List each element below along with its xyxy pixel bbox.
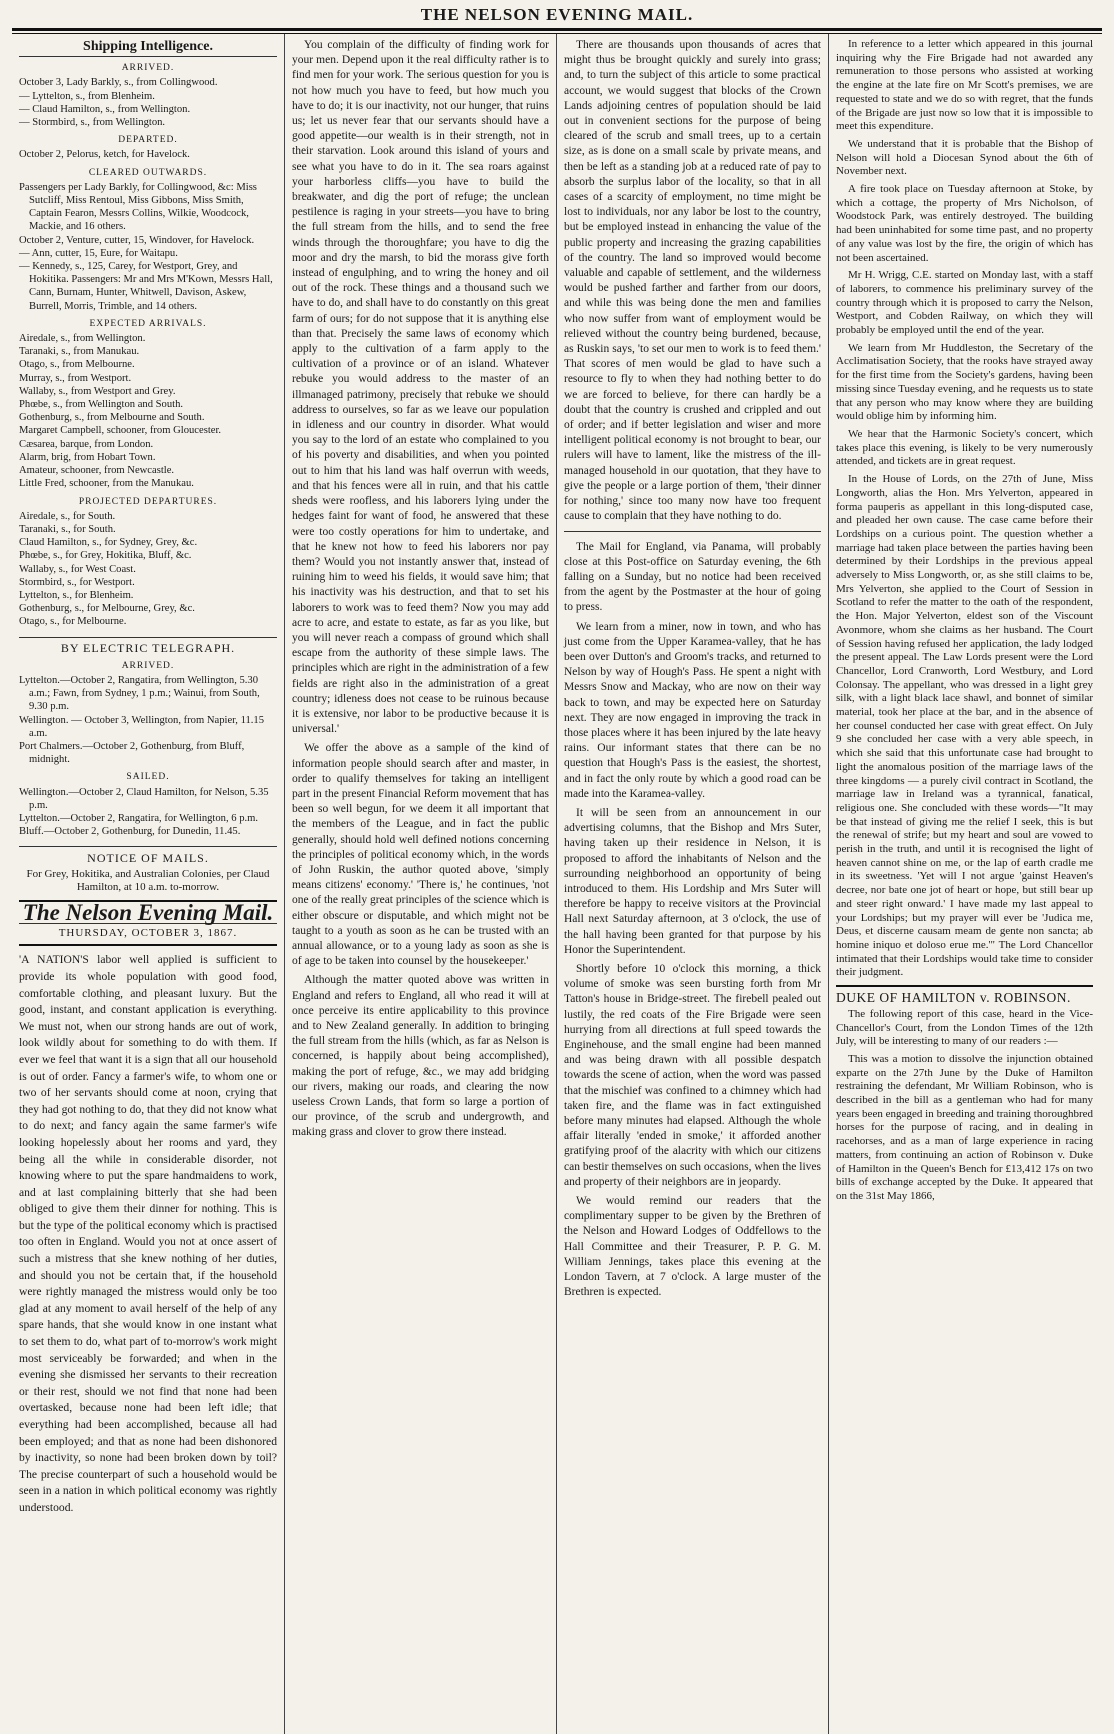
expected-heading: EXPECTED ARRIVALS. [89, 318, 207, 329]
news-paragraph: It will be seen from an announcement in our advertising columns, that the Bishop and Mrs Suter, having taken up their residence in Nelson, it is proposed to afford the inhabitants of Nelson and the surrounding neighborhood an opportunity of being introduced to them. His Lordship and Mrs Suter will therefore be happy to receive visitors at the Provincial Hall next Saturday afternoon, at 3 o'clock, the use of the hall having been granted for that purpose by his Honor the Superintendent. [564, 806, 821, 956]
editorial-paragraph: You complain of the difficulty of finding work for your men. Depend upon it the real difficulty rather is to find men for your work. The serious question for you is not how much you have to feed, but how much you have to do; it is our inactivity, not our hunger, that ruins us; let us never fear that our servants should have a good appetite—our wealth is in their strength, not in their starvation. Look around this island of yours and see what you have to do in it. The sea roars against your harborless cliffs—you have to build the breakwater, and dig the port of refuge; the unclean pestilence is raging in your streets—you have to bring the full stream from the hills, and to send the free winds through the thoroughfare; you have to dig the moor and dry the marsh, to bid the morass give forth instead of engulphing, and to wring the honey and oil out of the rock. These things and a thousand such we have to do, and shall have to do constantly on this great farm of ours; for do not suppose that it is anything else than that. Precisely the same laws of economy which apply to the cultivation of a farm apply to the cultivation of a province or of an island. Whatever rebuke you would address to the master of an illmanaged patrimony, precisely that rebuke we should address to ourselves, so far as we leave our population in idleness and our country in disorder. What would you say to the lord of an estate who complained to you of his poverty and disabilities, and when you pointed out to him that his land was half overrun with weeds, and that his fences were all in ruin, and that his cattle sheds were roofless, and his laborers lying under the hedges faint for want of food, he answered that these were too costly operations for him to undertake, and that he knew not how to feed his laborers nor pay them? Would you not instantly answer that, instead of ruining him to weed his fields, it would save him; that his inactivity was his destruction, and that to set his laborers to work was to feed them? Now you may add acre to acre, and estate to estate, as far as you like, but you will never reach a compass of ground which shall escape from the authority of these simple laws. The principles which are right in the administration of a few fields are right also in the administration of a great country; idleness does not cease to be ruinous because it is extensive, nor labor to be productive because it is universal.' [292, 39, 549, 736]
list-item: Port Chalmers.—October 2, Gothenburg, from Bluff, midnight. [19, 740, 245, 766]
editorial-lead [19, 952, 277, 1516]
news-paragraph: We understand that it is probable that the Bishop of Nelson will hold a Diocesan Synod about the 6th of November next. [836, 137, 1093, 178]
news-paragraph: The following report of this case, heard in the Vice-Chancellor's Court, from the London Times of the 12th July, will be interesting to many of our readers :— [836, 1007, 1093, 1048]
list-item: Alarm, brig, from Hobart Town. [19, 451, 156, 463]
news-paragraph: Mr H. Wrigg, C.E. started on Monday last, with a staff of laborers, to commence his preliminary survey of the country through which it is proposed to carry the Nelson, Westport, and Cobden Railway, on which they will probably be employed until the end of the year. [836, 269, 1093, 337]
departed-heading: DEPARTED. [118, 135, 178, 146]
list-item: Stormbird, s., for Westport. [19, 576, 135, 588]
news-paragraph: In reference to a letter which appeared in this journal inquiring why the Fire Brigade had not awarded any remuneration to those persons who assisted at working the engine at the late fire on Mr Scott's premises, we are requested to state and we do so with regret, that the funds of the Brigade are just now so low that it is impossible to meet this expenditure. [836, 38, 1093, 133]
list-item: — Stormbird, s., from Wellington. [19, 117, 166, 129]
list-item: Wellington. — October 3, Wellington, from Napier, 11.15 a.m. [19, 714, 265, 739]
telegraph-title: BY ELECTRIC TELEGRAPH. [19, 637, 277, 655]
news-paragraph: This was a motion to dissolve the injunction obtained exparte on the 27th June by the Duke of Hamilton restraining the defendant, Mr William Robinson, who is described in the bill as a gentleman who had for many years been engaged in breeding and training thoroughbred horses for the purpose of racing, and in dealing in racehorses, and as a man of large experience in racing matters, from continuing an action of Robinson v. Duke of Hamilton in the Queen's Bench for £13,412 17s on two bills of exchange accepted by the Duke. It appeared that on the 31st May 1866, [836, 1052, 1093, 1202]
list-item: Margaret Campbell, schooner, from Gloucester. [19, 425, 222, 437]
list-item: Airedale, s., for South. [19, 510, 116, 522]
list-item: Amateur, schooner, from Newcastle. [19, 465, 175, 477]
column-rule [564, 531, 821, 532]
list-item: Wellington.—October 2, Claud Hamilton, for Nelson, 5.35 p.m. [19, 786, 269, 811]
list-item: — Kennedy, s., 125, Carey, for Westport, Grey, and Hokitika. Passengers: Mr and Mrs M'Kown, Messrs Hall, Cann, Burnam, Hunter, Whitwell, Davison, Askew, Burrell, Morris, Trimble, and 14 others. [19, 261, 273, 312]
list-item: Wallaby, s., from Westport and Grey. [19, 385, 176, 397]
mails-body: For Grey, Hokitika, and Australian Colonies, per Claud Hamilton, at 10 a.m. to-morrow. [26, 867, 270, 893]
list-item: October 2, Pelorus, ketch, for Havelock. [19, 149, 190, 161]
column-3 [556, 34, 828, 1734]
article-heading: DUKE OF HAMILTON v. ROBINSON. [836, 985, 1093, 1005]
list-item: Otago, s., from Melbourne. [19, 359, 135, 371]
telegraph-sailed-heading: SAILED. [126, 772, 170, 783]
editorial-paragraph: There are thousands upon thousands of acres that might thus be brought quickly and surely into grass; and, to turn the subject of this article to some practical account, we would suggest that blocks of the Crown Lands adjoining centres of population should be laid out in convenient sections for the purpose of being cleared of the scrub and small trees, up to a certain size, as is done on a small scale by private means, and then be left as a standing job at a reduced rate of pay to absorb the surplus labor of the locality, so that in all cases of a scarcity of employment, no time might be lost to individuals, nor any labor be lost to the country, but be employed instead in enhancing the value of the public property and increasing the grazing capabilities of the country. The land so improved would become valuable and capable of settlement, and the wilderness would be pushed farther and farther from our doors, and while this was being done the men and families who now suffer from want of employment would be relieved without the country being burdened, because, as Ruskin says, 'to set our men to work is to feed them.' That scores of men would be glad to have such a resource to fly to when they had nothing better to do we are forced to believe, for there can hardly be a doubt that the country is crushed and crippled and out of order; and if better legislation and wiser and more intelligent political economy is not brought to bear, our rulers will have to lament, like the mistress of the ill-managed household in our quotation, that they have to give the people or a large portion of them, 'their dinner for nothing,' since too many now have too frequent cause to complain that they have nothing to do. [564, 39, 821, 523]
column-4 [828, 34, 1100, 1734]
news-paragraph: Shortly before 10 o'clock this morning, a thick volume of smoke was seen bursting forth from Mr Tatton's house in Bridge-street. The firebell pealed out lustily, the red coats of the Fire Brigade were seen hurrying from all directions at full speed towards the Enginehouse, and the small engine had been manned and was being drawn with all possible despatch towards the scene of action, when the word was passed that the mischief was confined to a chimney which had taken fire, and the flame was in fact extinguished before many minutes had elapsed. Although the whole affair literally 'ended in smoke,' it afforded another gratifying proof of the alacrity with which our citizens can bestir themselves on such occasions, when the lives and property of their neighbors are in jeopardy. [564, 962, 821, 1188]
news-paragraph: The Mail for England, via Panama, will probably close at this Post-office on Saturday evening, the 6th falling on a Sunday, but no notice had been received from the agent by the Postmaster at the hour of going to press. [564, 540, 821, 614]
column-1 [12, 34, 284, 1734]
list-item: Airedale, s., from Wellington. [19, 333, 146, 345]
projected-heading: PROJECTED DEPARTURES. [78, 496, 218, 507]
telegraph-arrived-heading: ARRIVED. [121, 660, 175, 671]
list-item: Passengers per Lady Barkly, for Collingwood, &c: Miss Sutcliff, Miss Rentoul, Miss Gibbons, Miss Smith, Captain Fearon, Messrs Collins, Wilkie, Woodcock, Mackie, and 16 others. [19, 181, 257, 233]
editorial-paragraph: Although the matter quoted above was written in England and refers to England, all who read it will at once perceive its entire applicability to this province and to New Zealand generally. In addition to bringing the full stream from the hills (which, as far as Nelson is concerned, is happily about being accomplished), making the port of refuge, &c., we may add bridging our rivers, making our roads, and clearing the now useless Crown Lands, that form so large a portion of our province, of the scrub and undergrowth, and making grass and clover to grow there instead. [292, 974, 549, 1139]
masthead: THE NELSON EVENING MAIL. [420, 5, 694, 24]
list-item: Bluff.—October 2, Gothenburg, for Dunedin, 11.45. [19, 826, 241, 838]
list-item: Phœbe, s., for Grey, Hokitika, Bluff, &c. [19, 550, 192, 562]
list-item: Gothenburg, s., for Melbourne, Grey, &c. [19, 603, 195, 615]
list-item: Gothenburg, s., from Melbourne and South. [19, 412, 205, 424]
list-item: October 3, Lady Barkly, s., from Collingwood. [19, 77, 218, 89]
list-item: Lyttelton, s., for Blenheim. [19, 589, 134, 601]
column-2 [284, 34, 556, 1734]
list-item: — Ann, cutter, 15, Eure, for Waitapu. [19, 247, 178, 259]
news-paragraph: In the House of Lords, on the 27th of June, Miss Longworth, alias the Hon. Mrs Yelverton, appeared in forma pauperis as appellant in this long-disputed case, and pleaded her own cause. The case came before their Lordships on a curious point. The question whether a marriage had taken place between the parties having been determined by their Lordships in the previous appeal adversely to Miss Longworth, or, as she still claims to be, Mrs Yelverton, she applied to the Court of Session in Scotland to refer the matter to the oath of the respondent, the Hon. Major Yelverton, eldest son of the Viscount Avonmore, whom she claims as her husband. The Court of Session having refused her application, the lady lodged the present appeal. The Law Lords present were the Lord Chancellor, Lord Cranworth, Lord Westbury, and Lord Colonsay. The appellant, who was dressed in a light grey silk, with a light black lace shawl, and bonnet of similar material, took her place at the bar, and in the absence of her counsel conducted her case with great effect. On July 9 she concluded her case with a very able speech, in which she said that this unfortunate case had brought to light the anomalous position of the marriage laws of the three kingdoms — a purely civil contract in Scotland, the marriage law in Ireland was a tyrannical, fanatical, religious one. She concluded with these words—"It may be that instead of giving me the relief I seek, this is but the renewal of strife; but my heart and soul are vowed to perish in the truth, and until it is recognised the light of heaven cannot shine on me, or the lap of earth cradle me in its sweetness. 'Yet will I not argue 'gainst Heaven's decree, nor bate one jot of heart or hope, but still bear up and steer right onward.' I have made my last appeal to your Lordships; but my prayer will ever be 'Judica me, Deus, et discerne causam meam de gente non sancta; ab homine iniquo et doloso erue me.'" The Lord Chancellor intimated that their Lordships would take time to consider their judgment. [836, 473, 1093, 979]
list-item: Taranaki, s., from Manukau. [19, 346, 140, 358]
list-item: — Lyttelton, s., from Blenheim. [19, 90, 155, 102]
list-item: Murray, s., from Westport. [19, 372, 132, 384]
list-item: Wallaby, s., for West Coast. [19, 563, 136, 575]
list-item: — Claud Hamilton, s., from Wellington. [19, 103, 191, 115]
list-item: Claud Hamilton, s., for Sydney, Grey, &c. [19, 537, 198, 549]
arrived-heading: ARRIVED. [121, 63, 175, 74]
dateline: THURSDAY, OCTOBER 3, 1867. [19, 924, 277, 946]
columns [12, 34, 1102, 1734]
editorial-paragraph: 'A NATION'S labor well applied is sufficient to provide its whole population with good food, comfortable clothing, and pleasant luxury. But the good, instant, and constant application is everything. We must not, when our strong hands are out of work, look wildly about for something to do with them. If ever we feel that want it is a sign that all our household is out of order. Fancy a farmer's wife, to whom one or two of her servants should come at noon, crying that they had got nothing to do, that they did not know what to do next; and fancy again the same farmer's wife looking hopelessly about her rooms and yard, they being all the while in considerable disorder, not knowing where to put the spare handmaidens to work, and at last complaining bitterly that she had been obliged to give them their dinner for nothing. This is but the type of the political economy which is practised too often in England. Would you not at once assert of such a mistress that she knew nothing of her duties, and should you not be certain that, if the household were rightly managed the mistress would only be too glad at any moment to avail herself of the help of any spare hands, that she would know in one instant what to set them to do, what part of to-morrow's work might most serviceably be forwarded; and when in the evening she dismissed her servants to their recreation or their rest, should we not find that none had been overtasked, because none had been left idle; that everything had been accomplished, because all had been employed; and that as none had been dishonored by inactivity, so none had been broken down by toil? The precise counterpart of such a household would be seen in a nation in which political economy was rightly understood. [19, 953, 277, 1514]
news-paragraph: A fire took place on Tuesday afternoon at Stoke, by which a cottage, the property of Mrs Nicholson, of Woodstock Park, was entirely destroyed. The building had been uninhabited for some time past, and no property of any value was lost by the fire, the origin of which has not been ascertained. [836, 183, 1093, 264]
news-paragraph: We learn from Mr Huddleston, the Secretary of the Acclimatisation Society, that the rooks have strayed away for the first time from the Society's gardens, having been missing since Tuesday evening, and he requests us to state that any person who may know where they are building would oblige him by informing him. [836, 341, 1093, 423]
list-item: Taranaki, s., for South. [19, 523, 116, 535]
cleared-heading: CLEARED OUTWARDS. [88, 167, 208, 178]
list-item: Cæsarea, barque, from London. [19, 438, 154, 450]
news-paragraph: We hear that the Harmonic Society's concert, which takes place this evening, is likely to be very numerously attended, and tickets are in great request. [836, 427, 1093, 468]
list-item: Otago, s., for Melbourne. [19, 616, 127, 628]
shipping-title: Shipping Intelligence. [19, 40, 277, 57]
list-item: Lyttelton.—October 2, Rangatira, from Wellington, 5.30 a.m.; Fawn, from Sydney, 1 p.m.; Wainui, from South, 9.30 p.m. [19, 674, 260, 713]
news-paragraph: We learn from a miner, now in town, and who has just come from the Upper Karamea-valley, that he has been over Dutton's and Groom's tracks, and returned to Nelson by way of Hough's Pass. He spent a night with Messrs Snow and Mackay, who are now on their way back to town, and may be expected here on Saturday next. They are now engaged in improving the track in those places where it has been injured by the late heavy rains. Our informant states that there can be no question that Hough's Pass is the easiest, the shortest, and in fact the only route by which a good road can be made into the Karamea-valley. [564, 620, 821, 800]
list-item: Little Fred, schooner, from the Manukau. [19, 478, 194, 490]
list-item: Lyttelton.—October 2, Rangatira, for Wellington, 6 p.m. [19, 812, 259, 824]
news-paragraph: We would remind our readers that the complimentary supper to be given by the Brethren of the Nelson and Howard Lodges of Oddfellows to the Hall Committee and their Treasurer, P. P. G. M. William Jennings, takes place this evening at the London Tavern, at 7 o'clock. A large muster of the Brethren is expected. [564, 1195, 821, 1299]
list-item: Phœbe, s., from Wellington and South. [19, 399, 184, 411]
nameplate: The Nelson Evening Mail. [19, 900, 277, 924]
mails-title: NOTICE OF MAILS. [19, 846, 277, 865]
list-item: October 2, Venture, cutter, 15, Windover, for Havelock. [19, 234, 255, 246]
editorial-paragraph: We offer the above as a sample of the kind of information people should search after and master, in order to qualify themselves for taking an intelligent part in the present Financial Reform movement that has been so well begun, for we deem it all important that the members of the League, and in fact the public generally, should hold well defined notions concerning the principles of political economy which, in the words of John Ruskin, the author quoted above, 'simply means citizens' economy.' 'There is,' he continues, 'not one of the really great principles of the science which is either obscure or disputable, and which might not be taught to a youth as soon as he can be trusted with an annual allowance, or to a young lady as soon as she is of age to be taken into counsel by the housekeeper.' [292, 742, 549, 968]
